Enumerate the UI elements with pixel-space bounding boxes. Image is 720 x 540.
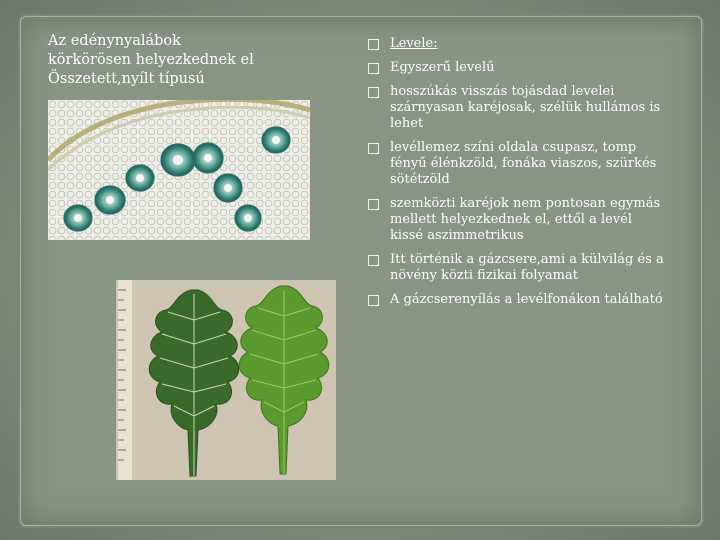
left-line-1: Az edénynyalábok — [48, 33, 181, 49]
bullet-item — [366, 252, 666, 284]
checkbox-bullet-icon — [368, 199, 379, 210]
checkbox-bullet-icon — [368, 255, 379, 266]
bullet-text: szemközti karéjok nem pontosan egymás mellett helyezkednek el, ettől a levél kissé aszimmetrikus — [390, 196, 661, 243]
stem-cross-section-image — [48, 100, 310, 240]
bullet-text: A gázcserenyílás a levélfonákon található — [390, 292, 663, 307]
left-text-block — [48, 32, 348, 89]
bullet-item — [366, 36, 666, 52]
checkbox-bullet-icon — [368, 295, 379, 306]
bullet-text: levéllemez színi oldala csupasz, tomp fényű élénkzöld, fonáka viaszos, szürkés sötétzöld — [390, 140, 657, 187]
bullet-list — [366, 36, 666, 316]
bullet-item — [366, 140, 666, 188]
checkbox-bullet-icon — [368, 143, 379, 154]
oak-leaves-image — [116, 280, 336, 480]
bullet-item — [366, 84, 666, 132]
bullet-text: Itt történik a gázcsere,ami a külvilág és a növény közti fizikai folyamat — [390, 252, 664, 283]
left-line-2: körkörösen helyezkednek el — [48, 52, 254, 68]
checkbox-bullet-icon — [368, 63, 379, 74]
bullet-text: hosszúkás visszás tojásdad levelei szárnyasan karéjosak, szélük hullámos is lehet — [390, 84, 661, 131]
bullet-item — [366, 60, 666, 76]
bullet-item — [366, 196, 666, 244]
bullet-text: Egyszerű levelű — [390, 60, 495, 75]
checkbox-bullet-icon — [368, 39, 379, 50]
bullet-text: Levele: — [390, 36, 438, 51]
left-line-3: Összetett,nyílt típusú — [48, 71, 205, 87]
checkbox-bullet-icon — [368, 87, 379, 98]
bullet-item — [366, 292, 666, 308]
